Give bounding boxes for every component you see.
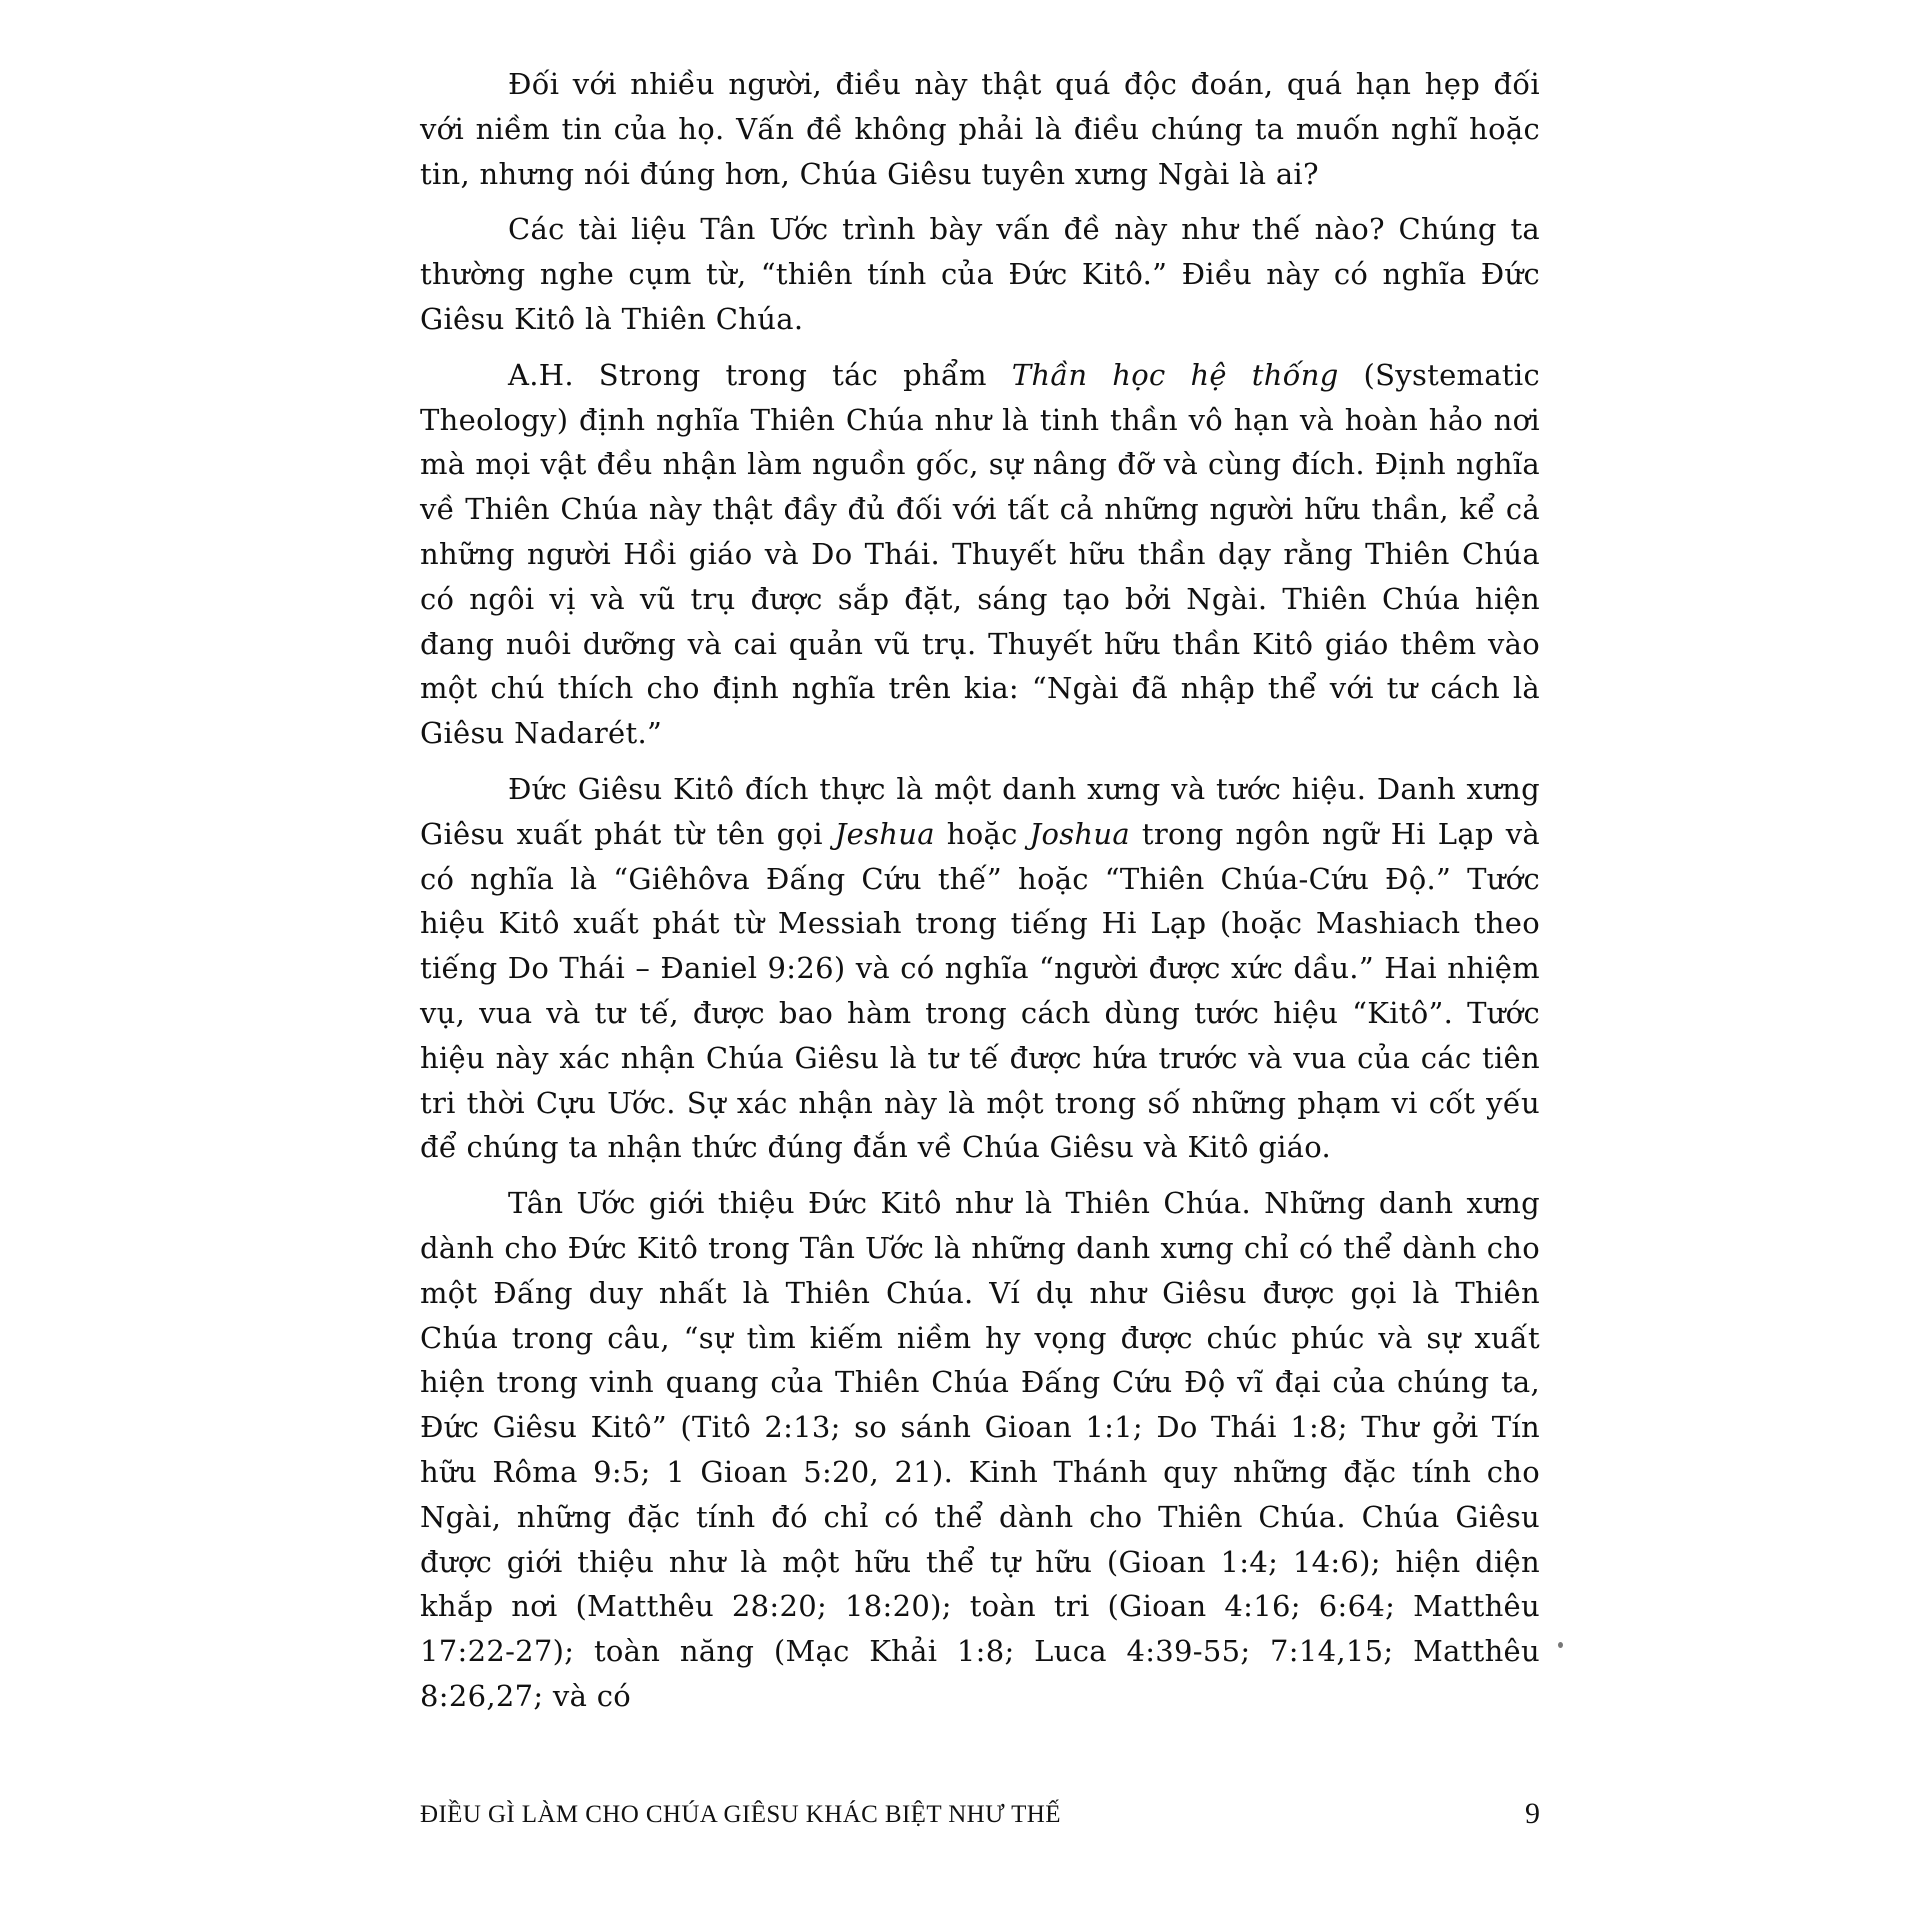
name-italic: Joshua <box>1029 816 1130 851</box>
paragraph <box>420 353 1540 756</box>
text-run: (Systematic Theology) định nghĩa Thiên Chúa như là tinh thần vô hạn và hoàn hảo nơi mà mọi vật đều nhận làm nguồn gốc, sự nâng đỡ và cùng đích. Định nghĩa về Thiên Chúa này thật đầy đủ đối với tất cả những người hữu thần, kể cả những người Hồi giáo và Do Thái. Thuyết hữu thần dạy rằng Thiên Chúa có ngôi vị và vũ trụ được sắp đặt, sáng tạo bởi Ngài. Thiên Chúa hiện đang nuôi dưỡng và cai quản vũ trụ. Thuyết hữu thần Kitô giáo thêm vào một chú thích cho định nghĩa trên kia: “Ngài đã nhập thể với tư cách là Giêsu Nadarét.” <box>420 357 1541 751</box>
text-run: Đức Giêsu Kitô đích thực là một danh xưng và tước hiệu. Danh xưng Giêsu xuất phát từ tên gọi <box>420 771 1540 851</box>
text-run: A.H. Strong trong tác phẩm <box>508 357 1012 392</box>
paragraph <box>420 62 1540 196</box>
scan-speck <box>1558 1642 1563 1648</box>
book-title-italic: Thần học hệ thống <box>1011 357 1339 392</box>
paragraph <box>420 1181 1540 1719</box>
page-footer <box>420 1797 1540 1837</box>
text-run: Đối với nhiều người, điều này thật quá độc đoán, quá hạn hẹp đối với niềm tin của họ. Vấn đề không phải là điều chúng ta muốn nghĩ hoặc tin, nhưng nói đúng hơn, Chúa Giêsu tuyên xưng Ngài là ai? <box>420 67 1540 191</box>
paragraph <box>420 767 1540 1170</box>
name-italic: Jeshua <box>834 816 935 851</box>
text-run: hoặc <box>934 816 1030 851</box>
body-text <box>420 62 1540 1719</box>
page-number: 9 <box>1525 1797 1540 1830</box>
paragraph <box>420 207 1540 341</box>
text-run: Các tài liệu Tân Ước trình bày vấn đề này như thế nào? Chúng ta thường nghe cụm từ, “thiên tính của Đức Kitô.” Điều này có nghĩa Đức Giêsu Kitô là Thiên Chúa. <box>420 212 1540 336</box>
running-title: ĐIỀU GÌ LÀM CHO CHÚA GIÊSU KHÁC BIỆT NHƯ THẾ <box>420 1801 1061 1828</box>
text-run: trong ngôn ngữ Hi Lạp và có nghĩa là “Giêhôva Đấng Cứu thế” hoặc “Thiên Chúa-Cứu Độ.” Tước hiệu Kitô xuất phát từ Messiah trong tiếng Hi Lạp (hoặc Mashiach theo tiếng Do Thái – Đaniel 9:26) và có nghĩa “người được xức dầu.” Hai nhiệm vụ, vua và tư tế, được bao hàm trong cách dùng tước hiệu “Kitô”. Tước hiệu này xác nhận Chúa Giêsu là tư tế được hứa trước và vua của các tiên tri thời Cựu Ước. Sự xác nhận này là một trong số những phạm vi cốt yếu để chúng ta nhận thức đúng đắn về Chúa Giêsu và Kitô giáo. <box>420 816 1540 1165</box>
text-run: Tân Ước giới thiệu Đức Kitô như là Thiên Chúa. Những danh xưng dành cho Đức Kitô trong Tân Ước là những danh xưng chỉ có thể dành cho một Đấng duy nhất là Thiên Chúa. Ví dụ như Giêsu được gọi là Thiên Chúa trong câu, “sự tìm kiếm niềm hy vọng được chúc phúc và sự xuất hiện trong vinh quang của Thiên Chúa Đấng Cứu Độ vĩ đại của chúng ta, Đức Giêsu Kitô” (Titô 2:13; so sánh Gioan 1:1; Do Thái 1:8; Thư gởi Tín hữu Rôma 9:5; 1 Gioan 5:20, 21). Kinh Thánh quy những đặc tính cho Ngài, những đặc tính đó chỉ có thể dành cho Thiên Chúa. Chúa Giêsu được giới thiệu như là một hữu thể tự hữu (Gioan 1:4; 14:6); hiện diện khắp nơi (Matthêu 28:20; 18:20); toàn tri (Gioan 4:16; 6:64; Matthêu 17:22-27); toàn năng (Mạc Khải 1:8; Luca 4:39-55; 7:14,15; Matthêu 8:26,27; và có <box>420 1186 1540 1713</box>
